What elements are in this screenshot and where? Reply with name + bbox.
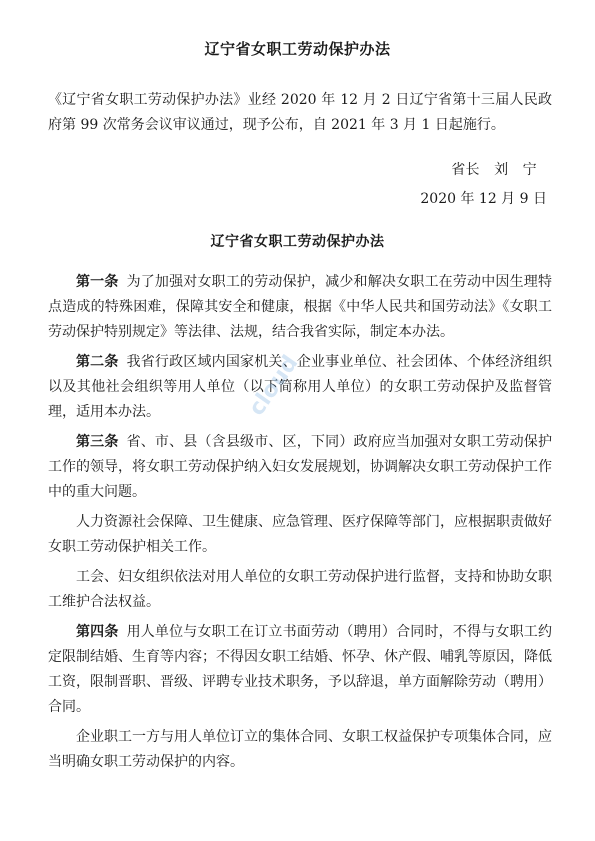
watermark-text: cloud <box>244 351 304 421</box>
signer: 省长 刘 宁 <box>451 162 537 178</box>
article-label: 第一条 <box>76 274 119 290</box>
article-label: 第三条 <box>76 434 119 450</box>
article-label: 第四条 <box>76 624 119 640</box>
paragraph-text: 省、市、县（含县级市、区，下同）政府应当加强对女职工劳动保护工作的领导，将女职工劳动保护纳入妇女发展规划，协调解决女职工劳动保护工作中的重大问题。 <box>48 434 552 500</box>
paragraph <box>48 620 552 720</box>
paragraph-text: 工会、妇女组织依法对用人单位的女职工劳动保护进行监督，支持和协助女职工维护合法权益。 <box>48 569 552 610</box>
paragraph <box>48 270 552 345</box>
signing-date: 2020 年 12 月 9 日 <box>420 191 547 207</box>
paragraph <box>48 725 552 775</box>
paragraph-text: 用人单位与女职工在订立书面劳动（聘用）合同时，不得与女职工约定限制结婚、生育等内容；不得因女职工结婚、怀孕、休产假、哺乳等原因，降低工资，限制晋职、晋级、评聘专业技术职务，予以辞退，单方面解除劳动（聘用）合同。 <box>48 624 552 715</box>
paragraph <box>48 565 552 615</box>
paragraph-text: 我省行政区域内国家机关、企业事业单位、社会团体、个体经济组织以及其他社会组织等用人单位（以下简称用人单位）的女职工劳动保护及监督管理，适用本办法。 <box>48 354 552 420</box>
paragraph <box>48 510 552 560</box>
paragraph-text: 人力资源社会保障、卫生健康、应急管理、医疗保障等部门，应根据职责做好女职工劳动保护相关工作。 <box>48 514 552 555</box>
document-title: 辽宁省女职工劳动保护办法 <box>204 40 391 58</box>
paragraph-text: 企业职工一方与用人单位订立的集体合同、女职工权益保护专项集体合同，应当明确女职工劳动保护的内容。 <box>48 729 552 770</box>
article-label: 第二条 <box>76 354 119 370</box>
promulgation-notice: 《辽宁省女职工劳动保护办法》业经 2020 年 12 月 2 日辽宁省第十三届人民政府第 99 次常务会议审议通过，现予公布，自 2021 年 3 月 1 日起施行。 <box>48 92 552 133</box>
document-subtitle: 辽宁省女职工劳动保护办法 <box>210 234 385 250</box>
paragraph-text: 为了加强对女职工的劳动保护，减少和解决女职工在劳动中因生理特点造成的特殊困难，保障其安全和健康，根据《中华人民共和国劳动法》《女职工劳动保护特别规定》等法律、法规，结合我省实际，制定本办法。 <box>48 274 552 340</box>
